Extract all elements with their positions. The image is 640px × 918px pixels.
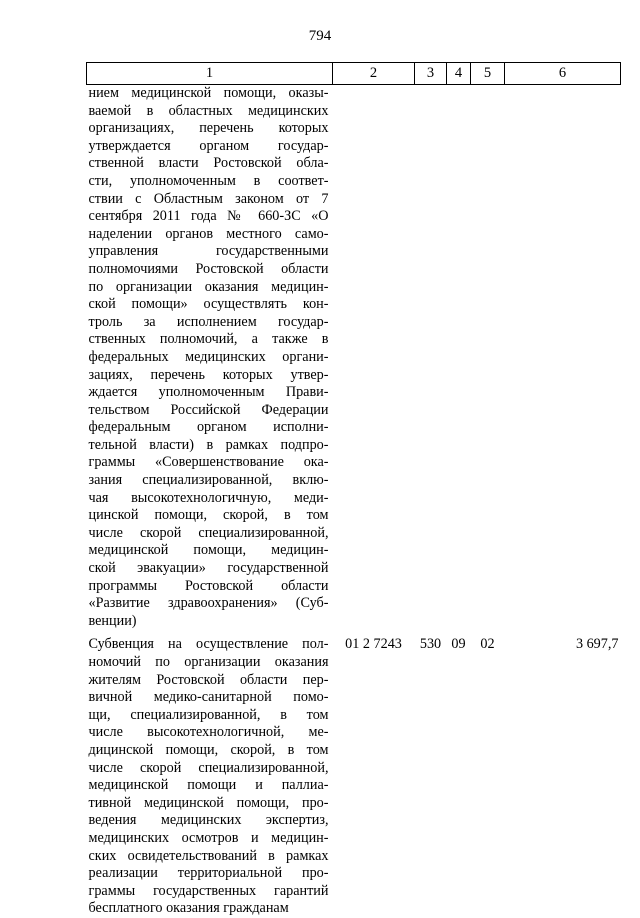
description-line: граммы государственных гарантий <box>88 882 329 899</box>
description-line: управления государственными <box>88 243 329 260</box>
section-cell: 09 <box>451 636 466 653</box>
description-line: Субвенция на осуществление пол- <box>88 636 329 653</box>
description-line: медицинских осмотров и медицин- <box>88 829 329 846</box>
description-line: вичной медико-санитарной помо- <box>88 689 329 706</box>
row-description <box>87 85 333 631</box>
column-header-5: 5 <box>471 63 505 85</box>
description-line: числе высокотехнологичной, ме- <box>88 724 329 741</box>
table-header-row <box>87 63 621 85</box>
description-line: реализации территориальной про- <box>88 865 329 882</box>
description-line: медицинской помощи и паллиа- <box>88 777 329 794</box>
description-line: тельной власти) в рамках подпро- <box>88 436 329 453</box>
description-line: жителям Ростовской области пер- <box>88 671 329 688</box>
description-line: ваемой в областных медицинских <box>88 102 329 119</box>
description-line: венции) <box>88 612 137 629</box>
description-line: ственных полномочий, а также в <box>88 331 329 348</box>
description-line: чая высокотехнологичную, меди- <box>88 489 329 506</box>
column-header-2: 2 <box>333 63 415 85</box>
description-line: сентября 2011 года № 660-ЗС «О <box>88 208 329 225</box>
description-line: дицинской помощи, скорой, в том <box>88 741 329 758</box>
budget-table <box>86 62 621 918</box>
description-line: ведения медицинских экспертиз, <box>88 812 329 829</box>
table-row <box>87 630 621 918</box>
description-line: ствии с Областным законом от 7 <box>88 190 329 207</box>
row-description <box>87 630 333 918</box>
description-line: утверждается органом государ- <box>88 137 329 154</box>
target-article-cell <box>333 85 415 631</box>
description-line: числе скорой специализированной, <box>88 759 329 776</box>
expense-type-cell <box>415 85 447 631</box>
description-line: цинской помощи, скорой, в том <box>88 507 329 524</box>
description-line: нием медицинской помощи, оказы- <box>88 85 329 101</box>
description-line: троль за исполнением государ- <box>88 313 329 330</box>
description-line: ской эвакуации» государственной <box>88 560 329 577</box>
section-cell <box>447 85 471 631</box>
column-header-4: 4 <box>447 63 471 85</box>
description-line: федеральным органом исполни- <box>88 419 329 436</box>
description-line: «Развитие здравоохранения» (Суб- <box>88 595 329 612</box>
description-line: ждается уполномоченным Прави- <box>88 384 329 401</box>
description-line: медицинской помощи, медицин- <box>88 542 329 559</box>
description-line: зациях, перечень которых утвер- <box>88 366 329 383</box>
amount-cell <box>505 85 621 631</box>
description-line: наделении органов местного само- <box>88 225 329 242</box>
column-header-3: 3 <box>415 63 447 85</box>
description-line: щи, специализированной, в том <box>88 706 329 723</box>
page-number: 794 <box>308 28 332 44</box>
description-line: федеральных медицинских органи- <box>88 348 329 365</box>
amount-cell: 3 697,7 <box>575 636 619 653</box>
description-line: сти, уполномоченным в соответ- <box>88 172 329 189</box>
description-line: ских освидетельствований в рамках <box>88 847 329 864</box>
description-line: ственной власти Ростовской обла- <box>88 155 329 172</box>
description-line: организациях, перечень которых <box>88 120 329 137</box>
description-line: ской помощи» осуществлять кон- <box>88 296 329 313</box>
description-line: тельством Российской Федерации <box>88 401 329 418</box>
expense-type-cell: 530 <box>419 636 442 653</box>
target-article-cell: 01 2 7243 <box>345 636 402 653</box>
description-line: граммы «Совершенствование ока- <box>88 454 329 471</box>
description-line: тивной медицинской помощи, про- <box>88 794 329 811</box>
description-line: программы Ростовской области <box>88 577 329 594</box>
subsection-cell: 02 <box>480 636 495 653</box>
subsection-cell <box>471 85 505 631</box>
column-header-6: 6 <box>505 63 621 85</box>
column-header-1: 1 <box>87 63 333 85</box>
description-line: бесплатного оказания гражданам <box>88 900 289 917</box>
description-line: полномочиями Ростовской области <box>88 260 329 277</box>
description-line: зания специализированной, вклю- <box>88 472 329 489</box>
table-row <box>87 85 621 631</box>
description-line: числе скорой специализированной, <box>88 524 329 541</box>
description-line: по организации оказания медицин- <box>88 278 329 295</box>
description-line: номочий по организации оказания <box>88 654 329 670</box>
